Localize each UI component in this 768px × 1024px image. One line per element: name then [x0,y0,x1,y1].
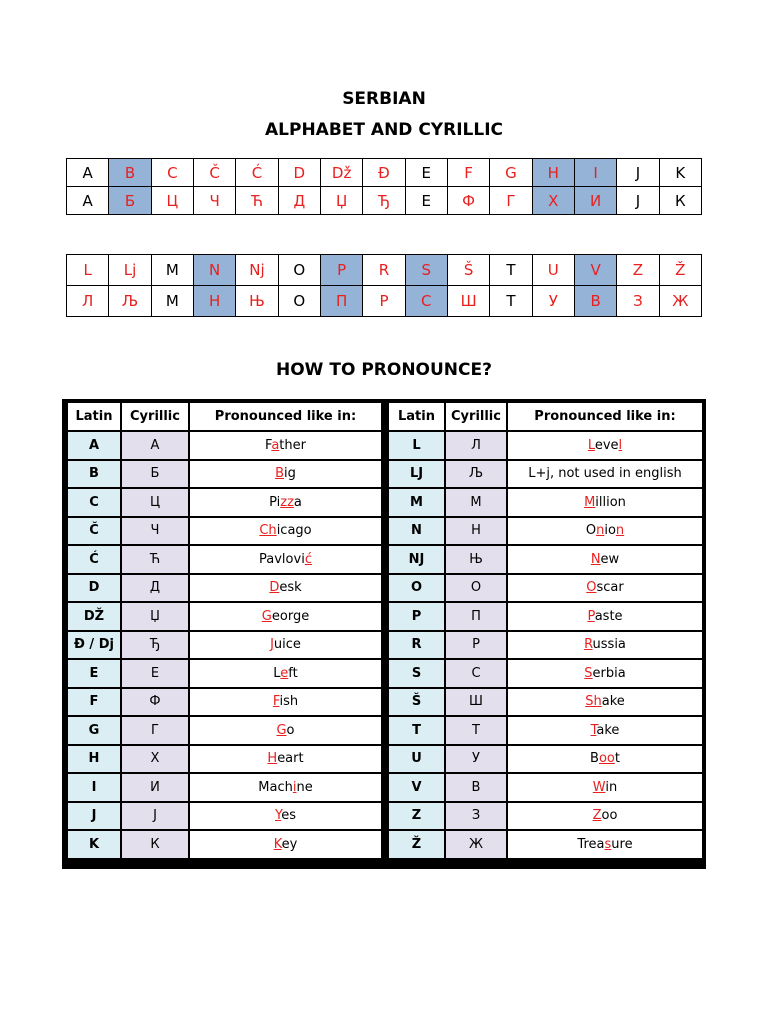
latin-cell: T [389,715,444,744]
latin-cell: M [389,487,444,516]
highlighted-letters: oo [598,751,615,767]
letter-cell: Ч [193,187,235,215]
table-row [68,744,381,773]
highlighted-letters: i [292,779,297,795]
latin-cell: O [389,573,444,602]
letter-cell: D [278,159,320,187]
word-part: ish [279,694,299,710]
alphabet-table-1 [66,158,702,215]
table-row [68,544,381,573]
latin-cell: B [68,459,120,488]
word-part: ure [611,836,633,852]
letter-cell: Dž [320,159,362,187]
highlighted-letters: s [604,836,612,852]
letter-cell: В [574,286,616,317]
letter-cell: К [659,187,701,215]
table-row [68,829,381,858]
header-pronounced: Pronounced like in: [508,403,702,430]
example-word-cell [508,459,702,488]
cyrillic-cell: Ч [122,516,188,545]
cyrillic-cell: Љ [446,459,506,488]
latin-cell: A [68,430,120,459]
letter-cell: Т [490,286,532,317]
letter-cell: У [532,286,574,317]
alphabet-table-2 [66,254,702,317]
word-part: es [281,808,296,824]
table-row [389,516,702,545]
highlighted-letters: zz [280,494,294,510]
latin-cell: L [389,430,444,459]
letter-cell: M [151,255,193,286]
example-word-cell [190,630,381,659]
cyrillic-cell: Х [122,744,188,773]
example-word-cell [190,715,381,744]
letter-cell: С [405,286,447,317]
word-part: eart [277,751,304,767]
example-word-cell [508,630,702,659]
letter-cell: U [532,255,574,286]
example-word-cell [190,487,381,516]
cyrillic-cell: Е [122,658,188,687]
letter-cell: P [320,255,362,286]
latin-cell: DŽ [68,601,120,630]
latin-cell: E [68,658,120,687]
example-word-cell [508,829,702,858]
header-latin: Latin [68,403,120,430]
cyrillic-cell: Ф [122,687,188,716]
alphabet-latin-row [67,159,702,187]
letter-cell: O [278,255,320,286]
cyrillic-cell: К [122,829,188,858]
highlighted-letters: a [271,437,280,453]
latin-cell: P [389,601,444,630]
letter-cell: F [447,159,489,187]
word-part: ake [596,722,620,738]
letter-cell: З [617,286,659,317]
letter-cell: Ћ [236,187,278,215]
letter-cell: О [278,286,320,317]
example-word-cell [190,744,381,773]
highlighted-letters: Y [275,808,282,824]
letter-cell: Lj [109,255,151,286]
highlighted-letters: S [584,665,593,681]
table-row [68,715,381,744]
word-part: L [273,665,281,681]
letter-cell: N [193,255,235,286]
latin-cell: N [389,516,444,545]
letter-cell: Е [405,187,447,215]
letter-cell: Р [363,286,405,317]
table-row [389,658,702,687]
latin-cell: I [68,772,120,801]
word-part: Pi [269,494,281,510]
table-row [389,744,702,773]
highlighted-letters: G [276,722,287,738]
latin-cell: Ž [389,829,444,858]
word-part: Pavlovi [259,551,305,567]
word-part: ey [281,836,298,852]
cyrillic-cell: Ђ [122,630,188,659]
example-word-cell [508,601,702,630]
letter-cell: H [532,159,574,187]
letter-cell: Nj [236,255,278,286]
example-word-cell [508,687,702,716]
table-row [389,544,702,573]
header-pronounced: Pronounced like in: [190,403,381,430]
cyrillic-cell: А [122,430,188,459]
highlighted-letters: R [584,637,593,653]
word-part: ne [296,779,313,795]
word-part: ussia [592,637,626,653]
example-word-cell [190,687,381,716]
word-part: aste [594,608,623,624]
cyrillic-cell: У [446,744,506,773]
example-word-cell [508,744,702,773]
latin-cell: Š [389,687,444,716]
letter-cell: S [405,255,447,286]
latin-cell: Ć [68,544,120,573]
cyrillic-cell: Б [122,459,188,488]
cyrillic-cell: Њ [446,544,506,573]
latin-cell: NJ [389,544,444,573]
example-word-cell [508,772,702,801]
table-row [68,487,381,516]
highlighted-letters: O [586,580,597,596]
cyrillic-cell: Ј [122,801,188,830]
example-word-cell [508,573,702,602]
table-row [68,516,381,545]
letter-cell: J [617,159,659,187]
latin-cell: H [68,744,120,773]
example-word-cell [508,715,702,744]
letter-cell: I [574,159,616,187]
letter-cell: Č [193,159,235,187]
letter-cell: Џ [320,187,362,215]
alphabet-latin-row [67,255,702,286]
latin-cell: R [389,630,444,659]
example-word-cell [508,430,702,459]
letter-cell: Б [109,187,151,215]
letter-cell: K [659,159,701,187]
word-part: oo [601,808,618,824]
word-part: o [286,722,295,738]
cyrillic-cell: Ћ [122,544,188,573]
highlighted-letters: Sh [585,694,602,710]
latin-cell: LJ [389,459,444,488]
highlighted-letters: D [269,580,280,596]
header-latin: Latin [389,403,444,430]
example-word-cell [190,573,381,602]
table-row [389,687,702,716]
table-row [68,601,381,630]
page-title: SERBIAN [342,89,426,109]
letter-cell: Š [447,255,489,286]
example-word-cell [190,801,381,830]
word-part: erbia [592,665,626,681]
letter-cell: Ж [659,286,701,317]
letter-cell: R [363,255,405,286]
highlighted-letters: Ch [259,523,277,539]
cyrillic-cell: Ц [122,487,188,516]
letter-cell: Н [193,286,235,317]
highlighted-letters: W [592,779,606,795]
highlighted-letters: l [618,437,623,453]
word-part: a [293,494,302,510]
letter-cell: П [320,286,362,317]
table-row [389,459,702,488]
letter-cell: G [490,159,532,187]
table-row [68,658,381,687]
section-heading: HOW TO PRONOUNCE? [276,360,492,380]
letter-cell: L [67,255,109,286]
letter-cell: Д [278,187,320,215]
table-row [389,573,702,602]
table-row [68,772,381,801]
table-row [68,430,381,459]
table-row [389,715,702,744]
word-part: io [604,523,616,539]
word-part: ft [288,665,298,681]
letter-cell: Z [617,255,659,286]
example-word-cell [190,829,381,858]
example-word-cell [508,487,702,516]
highlighted-letters: J [270,637,274,653]
cyrillic-cell: Ш [446,687,506,716]
pronunciation-table-left [66,403,383,858]
latin-cell: Đ / Dj [68,630,120,659]
table-row [68,459,381,488]
word-part: illion [595,494,626,510]
word-part: esk [279,580,302,596]
cyrillic-cell: З [446,801,506,830]
letter-cell: Њ [236,286,278,317]
letter-cell: Л [67,286,109,317]
highlighted-letters: K [273,836,282,852]
highlighted-letters: G [261,608,272,624]
highlighted-letters: ć [304,551,312,567]
header-cyrillic: Cyrillic [446,403,506,430]
letter-cell: C [151,159,193,187]
cyrillic-cell: И [122,772,188,801]
latin-cell: G [68,715,120,744]
example-word-cell [190,658,381,687]
example-word-cell [190,430,381,459]
table-row [389,772,702,801]
letter-cell: Ј [617,187,659,215]
word-part: Mach [258,779,293,795]
pronunciation-left-half [66,403,383,858]
letter-cell: Ц [151,187,193,215]
example-word-cell [190,459,381,488]
word-part: in [605,779,618,795]
word-part: F [265,437,272,453]
highlighted-letters: M [584,494,596,510]
highlighted-letters: P [587,608,595,624]
highlighted-letters: F [272,694,280,710]
latin-cell: K [68,829,120,858]
latin-cell: F [68,687,120,716]
letter-cell: М [151,286,193,317]
highlighted-letters: e [280,665,289,681]
word-part: t [614,751,620,767]
letter-cell: E [405,159,447,187]
letter-cell: Х [532,187,574,215]
table-row [68,573,381,602]
latin-cell: D [68,573,120,602]
example-word-cell [508,801,702,830]
letter-cell: Г [490,187,532,215]
highlighted-letters: T [590,722,597,738]
letter-cell: T [490,255,532,286]
word-part: Trea [577,836,605,852]
latin-cell: U [389,744,444,773]
word-part: eorge [271,608,310,624]
cyrillic-cell: Т [446,715,506,744]
letter-cell: A [67,159,109,187]
cyrillic-cell: П [446,601,506,630]
example-word-cell [508,544,702,573]
latin-cell: S [389,658,444,687]
cyrillic-cell: О [446,573,506,602]
word-part: L+j, not used in english [528,466,682,482]
word-part: B [590,751,599,767]
example-word-cell [508,516,702,545]
table-row [389,487,702,516]
highlighted-letters: Z [592,808,602,824]
letter-cell: И [574,187,616,215]
cyrillic-cell: Р [446,630,506,659]
word-part: ew [600,551,620,567]
letter-cell: Ć [236,159,278,187]
example-word-cell [190,601,381,630]
cyrillic-cell: Г [122,715,188,744]
latin-cell: C [68,487,120,516]
pronunciation-table [62,399,706,869]
cyrillic-cell: Ж [446,829,506,858]
highlighted-letters: N [590,551,601,567]
example-word-cell [190,544,381,573]
table-row [389,430,702,459]
alphabet-cyrillic-row [67,286,702,317]
cyrillic-cell: Н [446,516,506,545]
word-part: scar [596,580,624,596]
example-word-cell [190,516,381,545]
letter-cell: Ž [659,255,701,286]
letter-cell: А [67,187,109,215]
latin-cell: Z [389,801,444,830]
cyrillic-cell: Л [446,430,506,459]
highlighted-letters: B [275,466,285,482]
pronunciation-table-right [387,403,704,858]
highlighted-letters: L [587,437,595,453]
example-word-cell [508,658,702,687]
cyrillic-cell: С [446,658,506,687]
highlighted-letters: n [615,523,625,539]
word-part: eve [594,437,619,453]
example-word-cell [190,772,381,801]
table-row [68,801,381,830]
alphabet-cyrillic-row [67,187,702,215]
table-row [389,630,702,659]
cyrillic-cell: М [446,487,506,516]
table-row [389,829,702,858]
cyrillic-cell: В [446,772,506,801]
word-part: ake [601,694,625,710]
table-row [389,801,702,830]
table-row [389,601,702,630]
letter-cell: V [574,255,616,286]
table-row [68,687,381,716]
word-part: ther [279,437,306,453]
word-part: icago [276,523,312,539]
letter-cell: Љ [109,286,151,317]
letter-cell: Đ [363,159,405,187]
letter-cell: Ђ [363,187,405,215]
letter-cell: Ф [447,187,489,215]
latin-cell: J [68,801,120,830]
latin-cell: V [389,772,444,801]
table-row [68,630,381,659]
word-part: ig [284,466,296,482]
word-part: uice [273,637,301,653]
letter-cell: Ш [447,286,489,317]
highlighted-letters: H [267,751,278,767]
pronunciation-right-half [387,403,704,858]
highlighted-letters: n [596,523,605,539]
cyrillic-cell: Џ [122,601,188,630]
latin-cell: Č [68,516,120,545]
page-subtitle: ALPHABET AND CYRILLIC [265,120,503,140]
cyrillic-cell: Д [122,573,188,602]
word-part: O [585,523,597,539]
letter-cell: B [109,159,151,187]
header-cyrillic: Cyrillic [122,403,188,430]
